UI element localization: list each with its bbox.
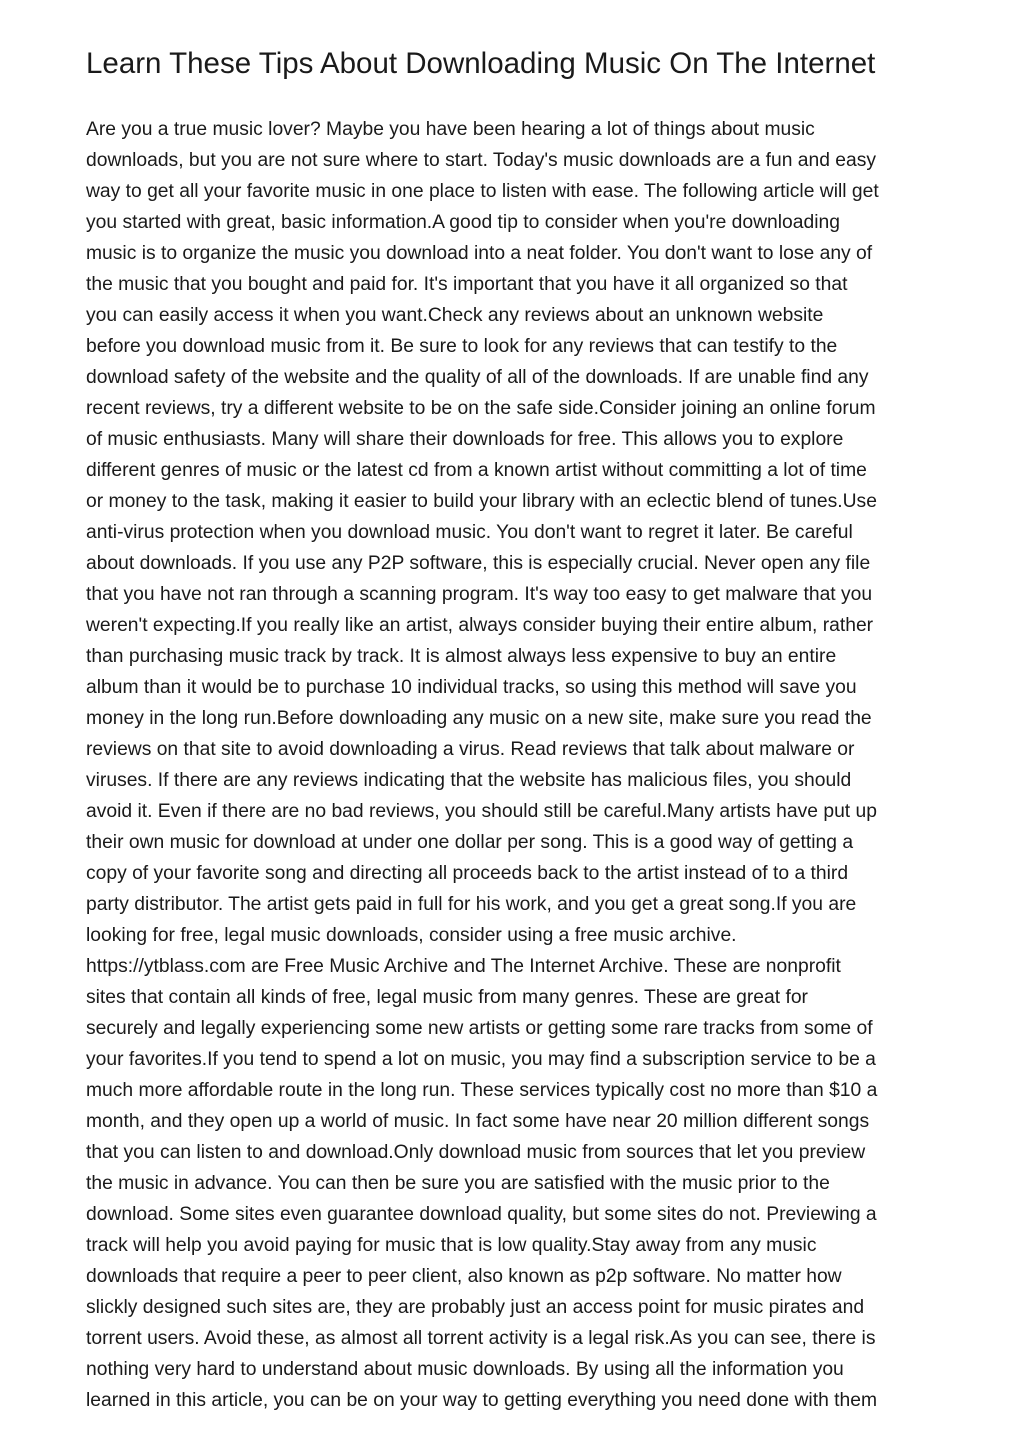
text-line: avoid it. Even if there are no bad reviews, you should still be careful.Many artists have put up: [86, 801, 877, 822]
text-line: that you can listen to and download.Only download music from sources that let you preview: [86, 1142, 866, 1163]
text-line: before you download music from it. Be sure to look for any reviews that can testify to the: [86, 336, 838, 357]
text-line: their own music for download at under one dollar per song. This is a good way of getting a: [86, 832, 854, 853]
text-line: way to get all your favorite music in one place to listen with ease. The following article will get: [86, 181, 879, 202]
text-line: looking for free, legal music downloads, consider using a free music archive.: [86, 925, 737, 946]
text-line: viruses. If there are any reviews indicating that the website has malicious files, you should: [86, 770, 852, 791]
text-line: party distributor. The artist gets paid in full for his work, and you get a great song.If you are: [86, 894, 857, 915]
text-line: downloads that require a peer to peer client, also known as p2p software. No matter how: [86, 1266, 842, 1287]
text-line: the music in advance. You can then be sure you are satisfied with the music prior to the: [86, 1173, 830, 1194]
text-line: that you have not ran through a scanning program. It's way too easy to get malware that you: [86, 584, 873, 605]
page-title: Learn These Tips About Downloading Music On The Internet: [86, 47, 876, 80]
text-line: download safety of the website and the quality of all of the downloads. If are unable find any: [86, 367, 869, 388]
text-line: music is to organize the music you download into a neat folder. You don't want to lose any of: [86, 243, 873, 264]
text-line: sites that contain all kinds of free, legal music from many genres. These are great for: [86, 987, 808, 1008]
text-line: torrent users. Avoid these, as almost all torrent activity is a legal risk.As you can see, there is: [86, 1328, 876, 1349]
text-line: nothing very hard to understand about music downloads. By using all the information you: [86, 1359, 844, 1380]
text-line: Are you a true music lover? Maybe you have been hearing a lot of things about music: [86, 119, 815, 140]
text-line: slickly designed such sites are, they are probably just an access point for music pirates and: [86, 1297, 865, 1318]
article-body: [86, 114, 966, 1416]
text-line: than purchasing music track by track. It is almost always less expensive to buy an entire: [86, 646, 837, 667]
text-line: album than it would be to purchase 10 individual tracks, so using this method will save you: [86, 677, 857, 698]
text-line: download. Some sites even guarantee download quality, but some sites do not. Previewing a: [86, 1204, 877, 1225]
text-line: weren't expecting.If you really like an artist, always consider buying their entire album, rather: [86, 615, 874, 636]
text-line: month, and they open up a world of music. In fact some have near 20 million different songs: [86, 1111, 870, 1132]
text-line: your favorites.If you tend to spend a lot on music, you may find a subscription service to be a: [86, 1049, 876, 1070]
text-line: different genres of music or the latest cd from a known artist without committing a lot of time: [86, 460, 867, 481]
text-line: the music that you bought and paid for. It's important that you have it all organized so that: [86, 274, 848, 295]
text-line: you started with great, basic information.A good tip to consider when you're downloading: [86, 212, 840, 233]
text-line: recent reviews, try a different website to be on the safe side.Consider joining an online forum: [86, 398, 876, 419]
text-line: downloads, but you are not sure where to start. Today's music downloads are a fun and easy: [86, 150, 877, 171]
text-line: securely and legally experiencing some new artists or getting some rare tracks from some of: [86, 1018, 873, 1039]
text-line: of music enthusiasts. Many will share their downloads for free. This allows you to explore: [86, 429, 844, 450]
text-line: or money to the task, making it easier to build your library with an eclectic blend of tunes.Use: [86, 491, 877, 512]
text-line: learned in this article, you can be on your way to getting everything you need done with them: [86, 1390, 878, 1411]
text-line: money in the long run.Before downloading any music on a new site, make sure you read the: [86, 708, 872, 729]
text-line: about downloads. If you use any P2P software, this is especially crucial. Never open any file: [86, 553, 871, 574]
text-line: reviews on that site to avoid downloading a virus. Read reviews that talk about malware or: [86, 739, 855, 760]
text-line: you can easily access it when you want.Check any reviews about an unknown website: [86, 305, 824, 326]
text-line: https://ytblass.com are Free Music Archive and The Internet Archive. These are nonprofit: [86, 956, 841, 977]
text-line: anti-virus protection when you download music. You don't want to regret it later. Be careful: [86, 522, 853, 543]
text-line: copy of your favorite song and directing all proceeds back to the artist instead of to a third: [86, 863, 849, 884]
text-line: track will help you avoid paying for music that is low quality.Stay away from any music: [86, 1235, 817, 1256]
text-line: much more affordable route in the long run. These services typically cost no more than $10 a: [86, 1080, 878, 1101]
